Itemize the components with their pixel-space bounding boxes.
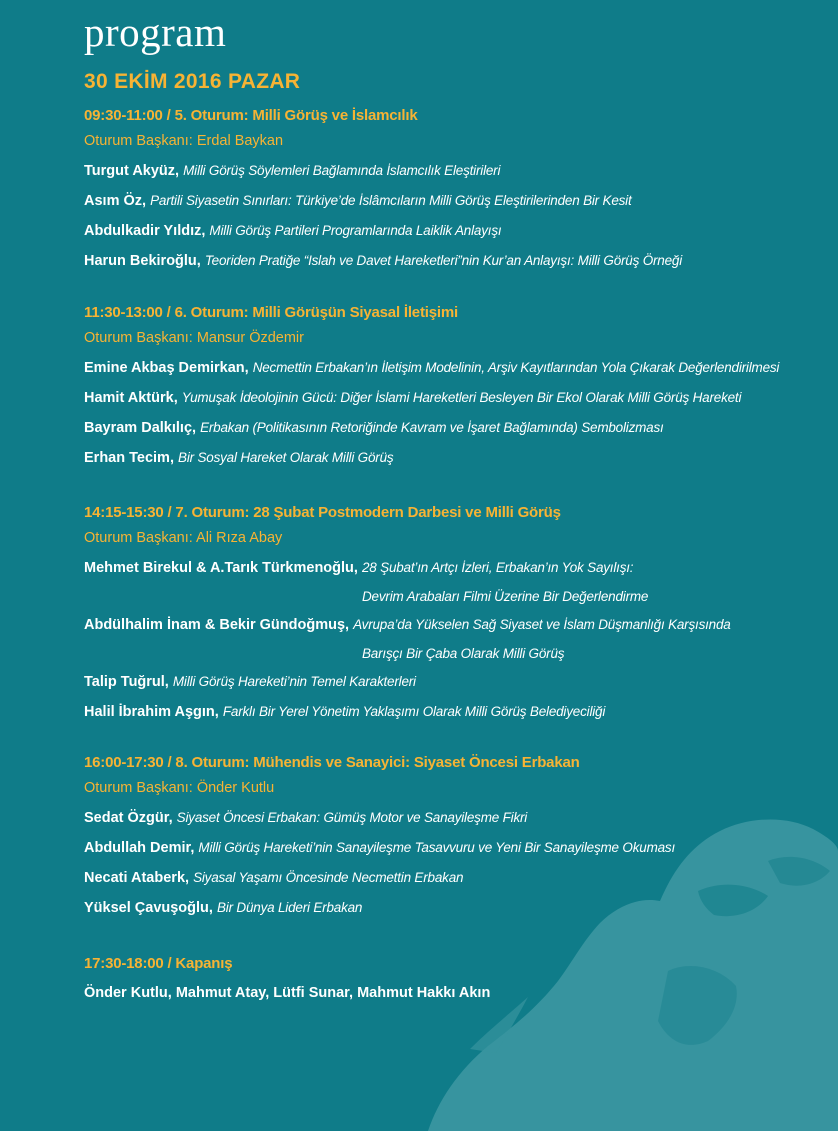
speaker-name: Mehmet Birekul & A.Tarık Türkmenoğlu,: [84, 560, 358, 576]
talk-item: [84, 353, 824, 383]
paper-title: Farklı Bir Yerel Yönetim Yaklaşımı Olarak Milli Görüş Belediyeciliği: [222, 704, 606, 719]
speaker-name: Abdülhalim İnam & Bekir Gündoğmuş,: [84, 617, 350, 633]
talk-item: [84, 803, 824, 833]
session-6: [84, 301, 824, 473]
talk-item: [84, 697, 824, 727]
paper-title: Milli Görüş Partileri Programlarında Laiklik Anlayışı: [209, 223, 502, 238]
paper-title-continued: Devrim Arabaları Filmi Üzerine Bir Değerlendirme: [362, 589, 649, 604]
talk-item: [84, 667, 824, 697]
session-chair: Oturum Başkanı: Erdal Baykan: [84, 133, 284, 149]
talk-item: [84, 413, 824, 443]
speaker-name: Yüksel Çavuşoğlu,: [84, 900, 213, 916]
paper-title: Bir Sosyal Hareket Olarak Milli Görüş: [178, 450, 394, 465]
event-date: 30 EKİM 2016 PAZAR: [84, 70, 301, 93]
paper-title: Partili Siyasetin Sınırları: Türkiye’de İslâmcıların Milli Görüş Eleştirilerinden Bir Kesit: [150, 193, 632, 208]
paper-title: Teoriden Pratiğe “Islah ve Davet Hareketleri”nin Kur’an Anlayışı: Milli Görüş Örneği: [204, 253, 683, 268]
talk-item: [84, 610, 824, 667]
paper-title: Avrupa’da Yükselen Sağ Siyaset ve İslam Düşmanlığı Karşısında: [353, 617, 731, 632]
page-title: program: [84, 9, 227, 55]
talk-item: [84, 186, 824, 216]
closing-title: 17:30-18:00 / Kapanış: [84, 955, 233, 972]
talk-item: [84, 833, 824, 863]
session-title: 14:15-15:30 / 7. Oturum: 28 Şubat Postmodern Darbesi ve Milli Görüş: [84, 504, 561, 521]
session-chair: Oturum Başkanı: Önder Kutlu: [84, 780, 275, 796]
speaker-name: Emine Akbaş Demirkan,: [84, 360, 249, 376]
speaker-name: Asım Öz,: [84, 193, 147, 209]
paper-title: Erbakan (Politikasının Retoriğinde Kavram ve İşaret Bağlamında) Sembolizması: [200, 420, 664, 435]
paper-title: Yumuşak İdeolojinin Gücü: Diğer İslami Hareketleri Besleyen Bir Ekol Olarak Milli Görüş Hareketi: [181, 390, 742, 405]
paper-title: Necmettin Erbakan’ın İletişim Modelinin, Arşiv Kayıtlarından Yola Çıkarak Değerlendirilmesi: [252, 360, 780, 375]
session-chair: Oturum Başkanı: Ali Rıza Abay: [84, 530, 283, 546]
talk-item: [84, 246, 824, 276]
talk-item: [84, 893, 824, 923]
session-title: 16:00-17:30 / 8. Oturum: Mühendis ve Sanayici: Siyaset Öncesi Erbakan: [84, 754, 580, 771]
speaker-name: Halil İbrahim Aşgın,: [84, 704, 219, 720]
speaker-name: Turgut Akyüz,: [84, 163, 180, 179]
talk-item: [84, 863, 824, 893]
paper-title: Milli Görüş Hareketi’nin Temel Karakterleri: [172, 674, 416, 689]
talk-item: [84, 553, 824, 610]
paper-title: Siyasal Yaşamı Öncesinde Necmettin Erbakan: [193, 870, 464, 885]
talk-item: [84, 383, 824, 413]
closing-session: [84, 951, 824, 1008]
paper-title: Milli Görüş Söylemleri Bağlamında İslamcılık Eleştirileri: [183, 163, 501, 178]
session-title: 11:30-13:00 / 6. Oturum: Milli Görüşün Siyasal İletişimi: [84, 304, 458, 321]
session-title: 09:30-11:00 / 5. Oturum: Milli Görüş ve İslamcılık: [84, 107, 418, 124]
speaker-name: Necati Ataberk,: [84, 870, 190, 886]
talk-item: [84, 443, 824, 473]
paper-title: 28 Şubat’ın Artçı İzleri, Erbakan’ın Yok Sayılışı:: [361, 560, 634, 575]
paper-title: Bir Dünya Lideri Erbakan: [216, 900, 363, 915]
speaker-name: Abdullah Demir,: [84, 840, 195, 856]
speaker-name: Sedat Özgür,: [84, 810, 173, 826]
speaker-name: Erhan Tecim,: [84, 450, 174, 466]
speaker-name: Harun Bekiroğlu,: [84, 253, 201, 269]
closing-speakers: Önder Kutlu, Mahmut Atay, Lütfi Sunar, Mahmut Hakkı Akın: [84, 985, 491, 1001]
speaker-name: Talip Tuğrul,: [84, 674, 169, 690]
talk-item: [84, 156, 824, 186]
session-chair: Oturum Başkanı: Mansur Özdemir: [84, 330, 304, 346]
speaker-name: Hamit Aktürk,: [84, 390, 178, 406]
paper-title-continued: Barışçı Bir Çaba Olarak Milli Görüş: [362, 646, 565, 661]
session-5: [84, 104, 824, 276]
session-8: [84, 751, 824, 923]
talk-item: [84, 216, 824, 246]
speaker-name: Bayram Dalkılıç,: [84, 420, 197, 436]
session-7: [84, 501, 824, 727]
paper-title: Siyaset Öncesi Erbakan: Gümüş Motor ve Sanayileşme Fikri: [176, 810, 528, 825]
paper-title: Milli Görüş Hareketi’nin Sanayileşme Tasavvuru ve Yeni Bir Sanayileşme Okuması: [198, 840, 676, 855]
speaker-name: Abdulkadir Yıldız,: [84, 223, 206, 239]
